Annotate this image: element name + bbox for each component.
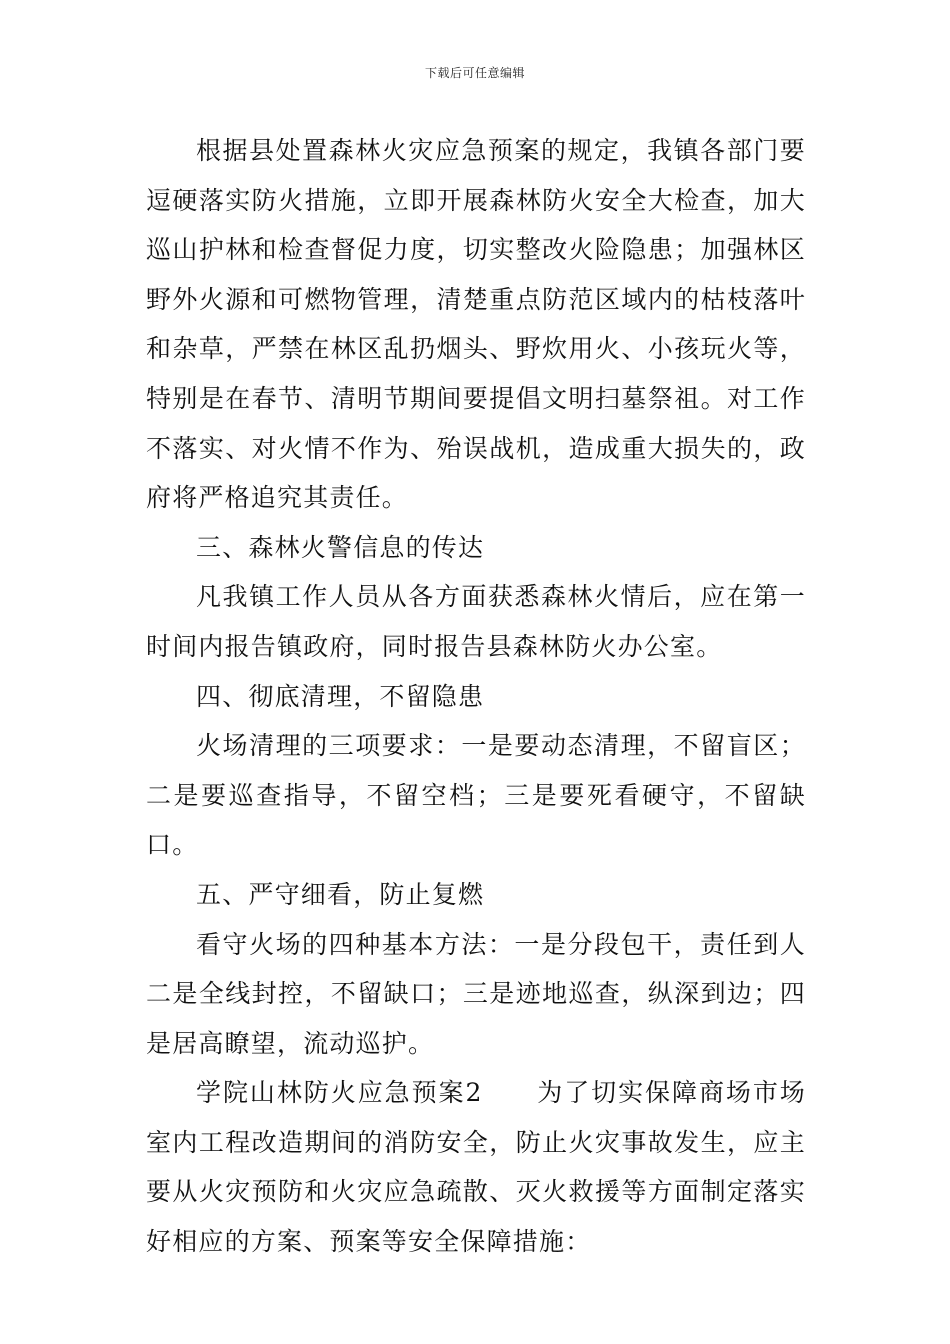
section-heading-4: 四、彻底清理，不留隐患	[196, 681, 485, 711]
document-body	[146, 126, 806, 1267]
section-heading-3: 三、森林火警信息的传达	[196, 532, 485, 562]
page-header: 下载后可任意编辑	[424, 66, 525, 80]
paragraph-fire-site-cleanup: 火场清理的三项要求：一是要动态清理，不留盲区；二是要巡查指导，不留空档；三是要死看硬守，不留缺口。	[146, 731, 806, 860]
section-heading-5: 五、严守细看，防止复燃	[196, 879, 485, 909]
paragraph-fire-prevention-measures: 根据县处置森林火灾应急预案的规定，我镇各部门要逗硬落实防火措施，立即开展森林防火安全大检查，加大巡山护林和检查督促力度，切实整改火险隐患；加强林区野外火源和可燃物管理，清楚重点防范区域内的枯枝落叶和杂草，严禁在林区乱扔烟头、野炊用火、小孩玩火等，特别是在春节、清明节期间要提倡文明扫墓祭祖。对工作不落实、对火情不作为、殆误战机，造成重大损失的，政府将严格追究其责任。	[146, 136, 806, 513]
paragraph-plan-2-intro: 学院山林防火应急预案2 为了切实保障商场市场室内工程改造期间的消防安全，防止火灾事故发生，应主要从火灾预防和火灾应急疏散、灭火救援等方面制定落实好相应的方案、预案等安全保障措施：	[146, 1078, 806, 1257]
paragraph-fire-site-guarding: 看守火场的四种基本方法：一是分段包干，责任到人二是全线封控，不留缺口；三是迹地巡查，纵深到边；四是居高瞭望，流动巡护。	[146, 929, 806, 1058]
paragraph-fire-alert-reporting: 凡我镇工作人员从各方面获悉森林火情后，应在第一时间内报告镇政府，同时报告县森林防火办公室。	[146, 582, 806, 661]
